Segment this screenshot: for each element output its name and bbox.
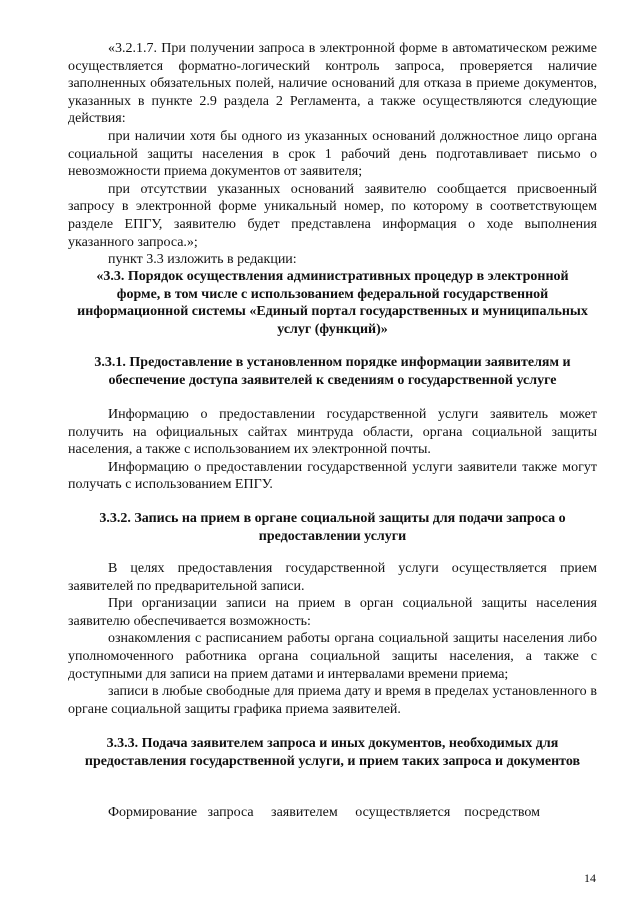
paragraph-request-forming: Формирование запроса заявителем осуществляется посредством <box>108 805 540 820</box>
page-number: 14 <box>584 871 596 885</box>
paragraph-appointment-options: При организации записи на прием в орган социальной защиты населения заявителю обеспечивается возможность: <box>68 596 597 629</box>
section-3-3-1 <box>68 354 597 389</box>
section-3-3-2 <box>68 510 597 545</box>
paragraph-grounds-present: при наличии хотя бы одного из указанных оснований должностное лицо органа социальной защиты населения в срок 1 рабочий день подготавливает письмо о невозможности приема документов от заявителя; <box>68 128 597 180</box>
intro-block <box>68 40 597 269</box>
paragraph-amendment-note: пункт 3.3 изложить в редакции: <box>108 252 297 268</box>
paragraph-free-slots: записи в любые свободные для приема дату и время в пределах установленного в органе социальной защиты графика приема заявителей. <box>68 684 597 717</box>
section-heading-3-3-1: 3.3.1. Предоставление в установленном порядке информации заявителям и обеспечение доступа заявителей к сведениям о государственной услуге <box>94 355 571 388</box>
section-3-3 <box>68 268 597 338</box>
section-3-3-2-body <box>68 560 597 718</box>
paragraph-3-2-1-7: «3.2.1.7. При получении запроса в электронной форме в автоматическом режиме осуществляется форматно-логический контроль запроса, проверяется наличие заполненных обязательных полей, наличие оснований для отказа в приеме документов, указанных в пункте 2.9 раздела 2 Регламента, а также осуществляются следующие действия: <box>68 41 597 127</box>
section-heading-3-3: «3.3. Порядок осуществления административных процедур в электронной форме, в том числе с использованием федеральной государственной информационной системы «Единый портал государственных и муниципальных услуг (функций)» <box>77 269 588 337</box>
section-3-3-3-body <box>68 804 597 822</box>
paragraph-grounds-absent: при отсутствии указанных оснований заявителю сообщается присвоенный запросу в электронной форме уникальный номер, по которому в соответствующем разделе ЕПГУ, заявителю будет представлена информация о ходе выполнения указанного запроса.»; <box>68 181 597 250</box>
paragraph-info-sites: Информацию о предоставлении государственной услуги заявитель может получить на официальных сайтах минтруда области, органа социальной защиты населения, а также с использованием их электронной почты. <box>68 407 597 458</box>
section-heading-3-3-2: 3.3.2. Запись на прием в органе социальной защиты для подачи запроса о предоставлении услуги <box>99 511 566 544</box>
paragraph-appointment: В целях предоставления государственной услуги осуществляется прием заявителей по предварительной записи. <box>68 561 597 594</box>
section-3-3-1-body <box>68 406 597 494</box>
section-3-3-3 <box>68 735 597 770</box>
paragraph-schedule: ознакомления с расписанием работы органа социальной защиты населения либо уполномоченного работника органа социальной защиты населения, а также с доступными для записи на прием датами и интервалами времени приема; <box>68 631 597 682</box>
section-heading-3-3-3: 3.3.3. Подача заявителем запроса и иных документов, необходимых для предоставления государственной услуги, и прием таких запроса и документов <box>84 736 581 769</box>
paragraph-info-epgu: Информацию о предоставлении государственной услуги заявители также могут получать с использованием ЕПГУ. <box>68 459 597 493</box>
